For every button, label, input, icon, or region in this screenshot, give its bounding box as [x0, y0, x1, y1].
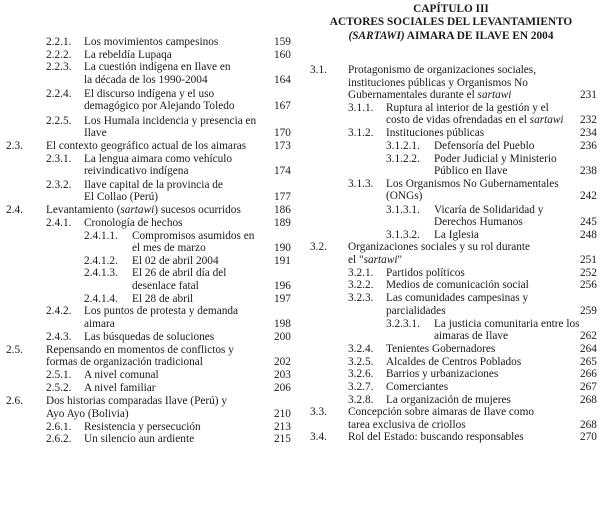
toc-entry-title: Protagonismo de organizaciones sociales,: [348, 64, 537, 76]
toc-entry-number: 2.5.2.: [46, 381, 72, 394]
toc-entry-title: Los Humala incidencia y presencia en: [84, 114, 257, 127]
toc-entry[interactable]: [0, 382, 300, 395]
toc-entry-number: 3.1.2.1.: [386, 139, 420, 152]
toc-entry-title: Ilave capital de la provincia de: [84, 178, 223, 191]
toc-entry-number: 3.2.1.: [348, 266, 374, 279]
toc-entry-number: 2.6.: [6, 395, 23, 408]
toc-entry-title: aimara: [84, 317, 115, 330]
toc-entry-title: El 26 de abril día del: [132, 267, 227, 280]
toc-entry-number: 2.2.5.: [46, 114, 72, 127]
toc-entry-number: 2.6.1.: [46, 420, 72, 433]
toc-entry-number: 2.2.1.: [46, 36, 72, 48]
toc-entry-page: 268: [580, 393, 597, 406]
toc-entry-page: 238: [580, 165, 597, 178]
toc-entry-page: 167: [274, 100, 291, 113]
toc-entry-page: 252: [580, 266, 597, 279]
toc-entry-title: Derechos Humanos: [434, 216, 523, 229]
toc-entry-title: instituciones públicas y Organismos No: [348, 76, 528, 89]
toc-entry-page: 210: [274, 407, 291, 420]
toc-entry-title: Instituciones públicas: [386, 127, 485, 139]
toc-entry-title: aimaras de Ilave: [434, 330, 509, 343]
toc-entry-number: 3.1.3.1.: [386, 203, 420, 216]
toc-entry-number: 2.2.2.: [46, 48, 72, 61]
toc-entry-title: Gubernamentales durante el sartawi: [348, 89, 512, 102]
toc-entry-page: 190: [274, 242, 291, 255]
chapter-number: CAPÍTULO III: [413, 3, 489, 15]
toc-entry-title: Los movimientos campesinos: [84, 36, 219, 48]
toc-entry[interactable]: [0, 293, 300, 306]
toc-entry-page: 174: [274, 165, 291, 178]
toc-entry-number: 2.2.4.: [46, 87, 72, 100]
toc-entry-page: 264: [580, 343, 597, 356]
toc-entry-number: 2.4.1.3.: [84, 267, 118, 280]
toc-entry-title: Ayo Ayo (Bolivia): [46, 407, 129, 420]
toc-entry-page: 266: [580, 368, 597, 381]
toc-entry-title: Los puntos de protesta y demanda: [84, 305, 239, 318]
toc-entry-title: Cronología de hechos: [84, 216, 183, 229]
toc-entry[interactable]: [302, 153, 600, 178]
toc-entry-page: 173: [274, 140, 291, 153]
toc-entry-number: 3.1.: [310, 64, 327, 76]
toc-entry[interactable]: [0, 369, 300, 382]
toc-entry[interactable]: [0, 36, 300, 49]
toc-entry-title: demagógico por Alejando Toledo: [84, 100, 235, 113]
toc-entry-title: Defensoría del Pueblo: [434, 139, 535, 152]
toc-entry-title: La organización de mujeres: [386, 393, 511, 406]
toc-entry[interactable]: [302, 140, 600, 153]
toc-entry-number: 2.6.2.: [46, 433, 72, 446]
toc-entry-title: Vicaría de Solidaridad y: [434, 203, 544, 216]
toc-entry[interactable]: [302, 406, 600, 431]
toc-entry-page: 267: [580, 381, 597, 393]
toc-entry-title: El discurso indígena y el uso: [84, 87, 215, 100]
toc-entry-title: Compromisos asumidos en: [132, 229, 255, 242]
toc-entry[interactable]: [302, 431, 600, 444]
toc-entry-title: Repensando en momentos de conflictos y: [46, 343, 234, 356]
toc-entry[interactable]: [302, 102, 600, 127]
toc-entry-number: 3.2.7.: [348, 381, 374, 393]
toc-entry-title: Ilave: [84, 127, 107, 140]
toc-entry-number: 3.1.2.2.: [386, 152, 420, 165]
toc-entry-page: 256: [580, 279, 597, 292]
toc-entry[interactable]: [0, 153, 300, 178]
toc-entry[interactable]: [302, 368, 600, 381]
toc-entry[interactable]: [0, 88, 300, 113]
toc-entry-title: Alcaldes de Centros Poblados: [386, 355, 522, 368]
toc-entry-title: Público en Ilave: [434, 165, 508, 178]
toc-entry-page: 245: [580, 216, 597, 229]
toc-entry-title: Ruptura al interior de la gestión y el: [386, 101, 549, 114]
toc-entry-title: A nivel familiar: [84, 381, 156, 394]
toc-entry-page: 232: [580, 114, 597, 127]
toc-entry-title: El 28 de abril: [132, 292, 194, 305]
toc-entry-title: El contexto geográfico actual de los aimaras: [46, 140, 247, 153]
toc-entry-title: el "sartawi": [348, 253, 403, 266]
toc-entry-page: 198: [274, 317, 291, 330]
toc-entry-number: 2.2.3.: [46, 61, 72, 74]
toc-entry-page: 200: [274, 330, 291, 343]
toc-entry-title: (ONGs): [386, 190, 423, 203]
toc-entry-number: 2.5.1.: [46, 369, 72, 382]
toc-entry[interactable]: [0, 344, 300, 369]
toc-entry-number: 2.4.2.: [46, 305, 72, 318]
toc-entry-title: Levantamiento (sartawi) sucesos ocurridos: [46, 204, 241, 217]
toc-entry[interactable]: [0, 204, 300, 217]
toc-entry-title: El Collao (Perú): [84, 191, 159, 204]
toc-entry-page: 242: [580, 190, 597, 203]
toc-entry-number: 2.3.1.: [46, 152, 72, 165]
toc-entry-page: 213: [274, 420, 291, 433]
toc-entry-title: El 02 de abril 2004: [132, 254, 219, 267]
toc-entry-page: 268: [580, 418, 597, 431]
toc-entry-title: Las comunidades campesinas y: [386, 292, 529, 305]
toc-entry[interactable]: [0, 255, 300, 268]
toc-entry-number: 3.2.8.: [348, 393, 374, 406]
toc-entry-number: 3.1.3.2.: [386, 228, 420, 241]
toc-entry-page: 206: [274, 381, 291, 394]
toc-entry[interactable]: [302, 178, 600, 203]
toc-entry-number: 2.4.: [6, 204, 23, 217]
toc-entry-page: 160: [274, 48, 291, 61]
toc-entry-number: 2.3.: [6, 140, 23, 153]
toc-entry[interactable]: [302, 279, 600, 292]
toc-entry-title: Concepción sobre aimaras de Ilave como: [348, 406, 535, 419]
toc-entry-title: la década de los 1990-2004: [84, 73, 208, 86]
toc-entry[interactable]: [302, 204, 600, 229]
toc-entry-page: 215: [274, 433, 291, 446]
toc-entry-title: Rol del Estado: buscando responsables: [348, 431, 524, 444]
toc-entry[interactable]: [0, 179, 300, 204]
toc-entry[interactable]: [0, 421, 300, 434]
toc-entry[interactable]: [302, 394, 600, 407]
toc-entry-title: Resistencia y persecución: [84, 420, 201, 433]
toc-entry[interactable]: [0, 61, 300, 86]
toc-entry[interactable]: [0, 305, 300, 330]
toc-entry[interactable]: [0, 140, 300, 153]
toc-entry-number: 3.1.2.: [348, 127, 374, 139]
toc-entry-page: 203: [274, 369, 291, 382]
toc-entry-title: La Iglesia: [434, 228, 479, 241]
toc-entry-number: 3.3.: [310, 406, 327, 419]
toc-entry[interactable]: [0, 230, 300, 255]
toc-entry[interactable]: [302, 356, 600, 369]
toc-entry-page: 159: [274, 36, 291, 48]
toc-entry-page: 251: [580, 253, 597, 266]
toc-entry-page: 262: [580, 330, 597, 343]
toc-entry-number: 2.4.3.: [46, 330, 72, 343]
toc-entry-page: 259: [580, 304, 597, 317]
toc-entry[interactable]: [302, 343, 600, 356]
toc-entry-title: Medios de comunicación social: [386, 279, 529, 292]
toc-entry-title: Poder Judicial y Ministerio: [434, 152, 557, 165]
toc-entry-number: 3.2.2.: [348, 279, 374, 292]
toc-entry-number: 3.2.4.: [348, 343, 374, 356]
toc-entry-title: Los Organismos No Gubernamentales: [386, 177, 559, 190]
toc-entry-page: 236: [580, 139, 597, 152]
toc-entry-title: La justicia comunitaria entre los: [434, 317, 580, 330]
toc-entry-number: 3.2.: [310, 241, 327, 254]
toc-entry[interactable]: [302, 127, 600, 140]
toc-entry-number: 3.2.3.1.: [386, 317, 420, 330]
toc-entry-page: 270: [580, 431, 597, 444]
toc-entry-title: Tenientes Gobernadores: [386, 343, 496, 356]
toc-entry[interactable]: [302, 318, 600, 343]
toc-entry-title: desenlace fatal: [132, 279, 199, 292]
chapter-subtitle-italic: (SARTAWI): [348, 30, 405, 42]
toc-entry-page: 196: [274, 279, 291, 292]
toc-entry-title: Comerciantes: [386, 381, 449, 393]
toc-entry-title: Dos historias comparadas Ilave (Perú) y: [46, 395, 228, 408]
chapter-title: ACTORES SOCIALES DEL LEVANTAMIENTO: [329, 16, 573, 28]
toc-entry-number: 2.4.1.: [46, 216, 72, 229]
toc-entry-page: 164: [274, 73, 291, 86]
toc-entry-title: costo de vidas ofrendadas en el sartawi: [386, 114, 564, 127]
toc-entry[interactable]: [302, 267, 600, 280]
toc-entry-title: Organizaciones sociales y su rol durante: [348, 241, 531, 254]
toc-entry-number: 2.4.1.4.: [84, 292, 118, 305]
toc-entry-number: 3.1.3.: [348, 177, 374, 190]
toc-entry-page: 265: [580, 355, 597, 368]
toc-entry-title: reivindicativo indígena: [84, 165, 189, 178]
toc-entry-title: Barrios y urbanizaciones: [386, 368, 499, 381]
toc-entry-page: 202: [274, 356, 291, 369]
toc-entry[interactable]: [0, 217, 300, 230]
toc-entry-title: el mes de marzo: [132, 242, 206, 255]
toc-entry[interactable]: [302, 292, 600, 317]
chapter-subtitle-rest: AIMARA DE ILAVE EN 2004: [404, 30, 554, 42]
toc-entry-title: La rebeldía Lupaqa: [84, 48, 172, 61]
toc-entry-title: tarea exclusiva de criollos: [348, 418, 466, 431]
toc-entry-number: 2.4.1.1.: [84, 229, 118, 242]
toc-entry-title: A nivel comunal: [84, 369, 159, 382]
toc-entry-number: 3.4.: [310, 431, 327, 444]
toc-entry-page: 189: [274, 216, 291, 229]
toc-entry-number: 3.1.1.: [348, 101, 374, 114]
toc-entry[interactable]: [0, 49, 300, 62]
toc-entry-page: 248: [580, 228, 597, 241]
toc-entry-title: formas de organización tradicional: [46, 356, 203, 369]
toc-entry[interactable]: [0, 115, 300, 140]
toc-entry-number: 3.2.6.: [348, 368, 374, 381]
toc-entry-number: 3.2.5.: [348, 355, 374, 368]
toc-entry[interactable]: [0, 267, 300, 292]
toc-entry-number: 3.2.3.: [348, 292, 374, 305]
toc-entry-title: parcialidades: [386, 304, 446, 317]
toc-entry-title: Un silencio aun ardiente: [84, 433, 195, 446]
toc-entry[interactable]: [0, 433, 300, 446]
toc-entry-page: 170: [274, 127, 291, 140]
toc-entry-title: Partidos políticos: [386, 266, 465, 279]
toc-entry[interactable]: [302, 229, 600, 242]
toc-entry-number: 2.5.: [6, 343, 23, 356]
toc-entry[interactable]: [302, 381, 600, 394]
toc-entry-page: 191: [274, 254, 291, 267]
toc-entry-page: 234: [580, 127, 597, 139]
toc-entry[interactable]: [0, 395, 300, 420]
toc-entry-title: Las búsquedas de soluciones: [84, 330, 215, 343]
toc-entry-title: La lengua aimara como vehículo: [84, 152, 233, 165]
toc-entry-page: 231: [580, 89, 597, 102]
toc-entry-page: 177: [274, 191, 291, 204]
toc-entry[interactable]: [0, 331, 300, 344]
toc-entry-page: 186: [274, 204, 291, 217]
chapter-subtitle: [302, 30, 600, 43]
toc-entry[interactable]: [302, 64, 600, 102]
toc-entry-number: 2.3.2.: [46, 178, 72, 191]
toc-entry-page: 197: [274, 292, 291, 305]
toc-entry[interactable]: [302, 241, 600, 266]
toc-entry-number: 2.4.1.2.: [84, 254, 118, 267]
toc-entry-title: La cuestión indígena en Ilave en: [84, 61, 231, 74]
